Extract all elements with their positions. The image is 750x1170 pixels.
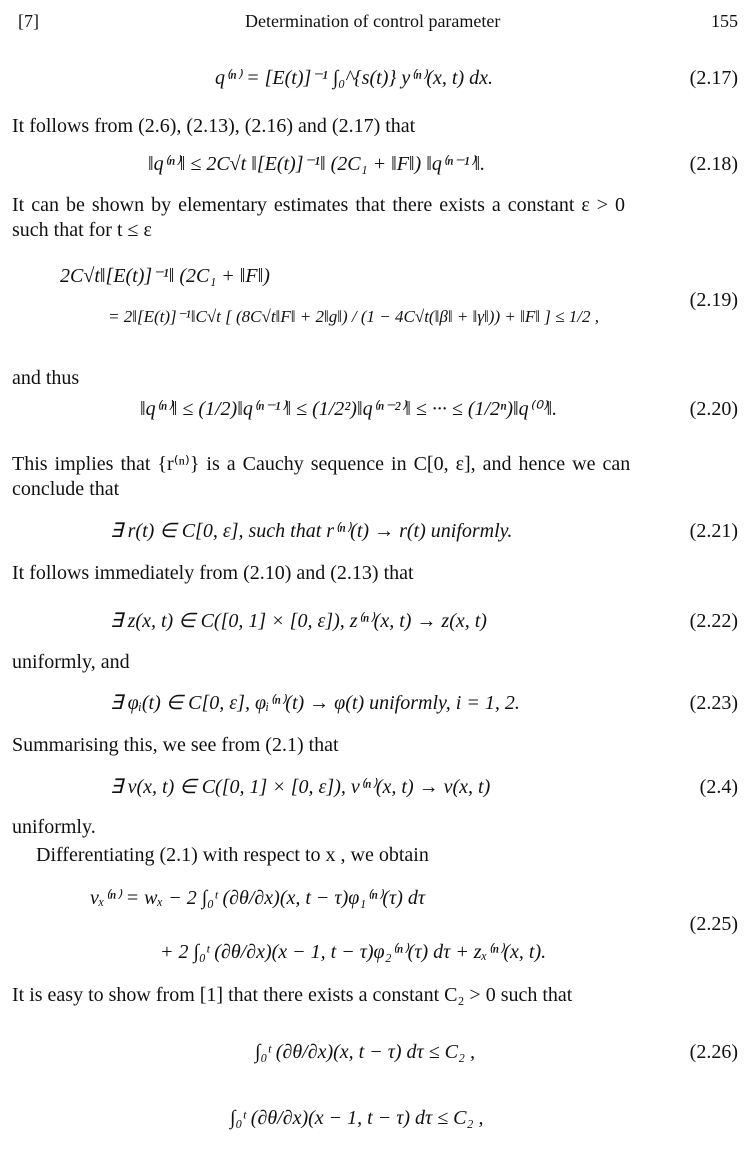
paragraph-text: Summarising this, we see from (2.1) that (12, 734, 339, 756)
equation-2-19-line1: 2C√t‖[E(t)]⁻¹‖ (2C₁ + ‖F‖) (60, 265, 270, 287)
equation-number: (2.23) (689, 692, 738, 714)
equation-number: (2.19) (689, 289, 738, 311)
paragraph-text: uniformly, and (12, 651, 130, 673)
equation-2-25-line1: vₓ⁽ⁿ⁾ = wₓ − 2 ∫₀ᵗ (∂θ/∂x)(x, t − τ)φ₁⁽ⁿ⁾(τ) dτ (90, 887, 426, 909)
section-number: [7] (18, 11, 39, 31)
equation-2-22: ∃ z(x, t) ∈ C([0, 1] × [0, ε]), z⁽ⁿ⁾(x, t) → z(x, t) (110, 610, 487, 632)
paragraph-text: It can be shown by elementary estimates that there exists a constant ε > 0 (12, 194, 626, 216)
paragraph-text: Differentiating (2.1) with respect to x , we obtain (36, 844, 429, 866)
equation-2-18: ‖q⁽ⁿ⁾‖ ≤ 2C√t ‖[E(t)]⁻¹‖ (2C₁ + ‖F‖) ‖q⁽ⁿ⁻¹⁾‖. (148, 153, 486, 175)
paragraph-text: It follows immediately from (2.10) and (2.13) that (12, 562, 414, 584)
equation-2-26-line1: ∫₀ᵗ (∂θ/∂x)(x, t − τ) dτ ≤ C₂ , (255, 1041, 475, 1063)
equation-2-20: ‖q⁽ⁿ⁾‖ ≤ (1/2)‖q⁽ⁿ⁻¹⁾‖ ≤ (1/2²)‖q⁽ⁿ⁻²⁾‖ ≤ ··· ≤ (1/2ⁿ)‖q⁽⁰⁾‖. (140, 398, 558, 420)
paragraph-text: It is easy to show from [1] that there exists a constant C₂ > 0 such that (12, 984, 573, 1006)
paragraph-text: This implies that {r⁽ⁿ⁾} is a Cauchy sequence in C[0, ε], and hence we can (12, 453, 631, 475)
equation-2-23: ∃ φᵢ(t) ∈ C[0, ε], φᵢ⁽ⁿ⁾(t) → φ(t) uniformly, i = 1, 2. (110, 692, 520, 714)
paragraph-text: conclude that (12, 478, 120, 500)
paragraph-text: It follows from (2.6), (2.13), (2.16) and (2.17) that (12, 115, 416, 137)
equation-2-19-line2: = 2‖[E(t)]⁻¹‖C√t [ (8C√t‖F‖ + 2‖g‖) / (1 − 4C√t(‖β‖ + ‖γ‖)) + ‖F‖ ] ≤ 1/2 , (108, 307, 599, 326)
equation-number: (2.18) (689, 153, 738, 175)
paragraph-text: such that for t ≤ ε (12, 219, 152, 241)
equation-2-25-line2: + 2 ∫₀ᵗ (∂θ/∂x)(x − 1, t − τ)φ₂⁽ⁿ⁾(τ) dτ + zₓ⁽ⁿ⁾(x, t). (160, 941, 547, 963)
paragraph-text: uniformly. (12, 816, 96, 838)
paragraph-text: and thus (12, 367, 80, 389)
running-title: Determination of control parameter (245, 11, 501, 31)
equation-number: (2.26) (689, 1041, 738, 1063)
page-number: 155 (711, 11, 738, 31)
equation-number: (2.20) (689, 398, 738, 420)
equation-2-21: ∃ r(t) ∈ C[0, ε], such that r⁽ⁿ⁾(t) → r(t) uniformly. (110, 520, 513, 542)
equation-number: (2.17) (689, 67, 738, 89)
equation-2-4: ∃ v(x, t) ∈ C([0, 1] × [0, ε]), v⁽ⁿ⁾(x, t) → v(x, t) (110, 776, 491, 798)
equation-2-17: q⁽ⁿ⁾ = [E(t)]⁻¹ ∫₀^{s(t)} y⁽ⁿ⁾(x, t) dx. (215, 67, 493, 89)
equation-number: (2.25) (689, 913, 738, 935)
equation-number: (2.4) (699, 776, 738, 798)
equation-number: (2.21) (689, 520, 738, 542)
equation-2-26-line2: ∫₀ᵗ (∂θ/∂x)(x − 1, t − τ) dτ ≤ C₂ , (230, 1107, 484, 1129)
equation-number: (2.22) (689, 610, 738, 632)
